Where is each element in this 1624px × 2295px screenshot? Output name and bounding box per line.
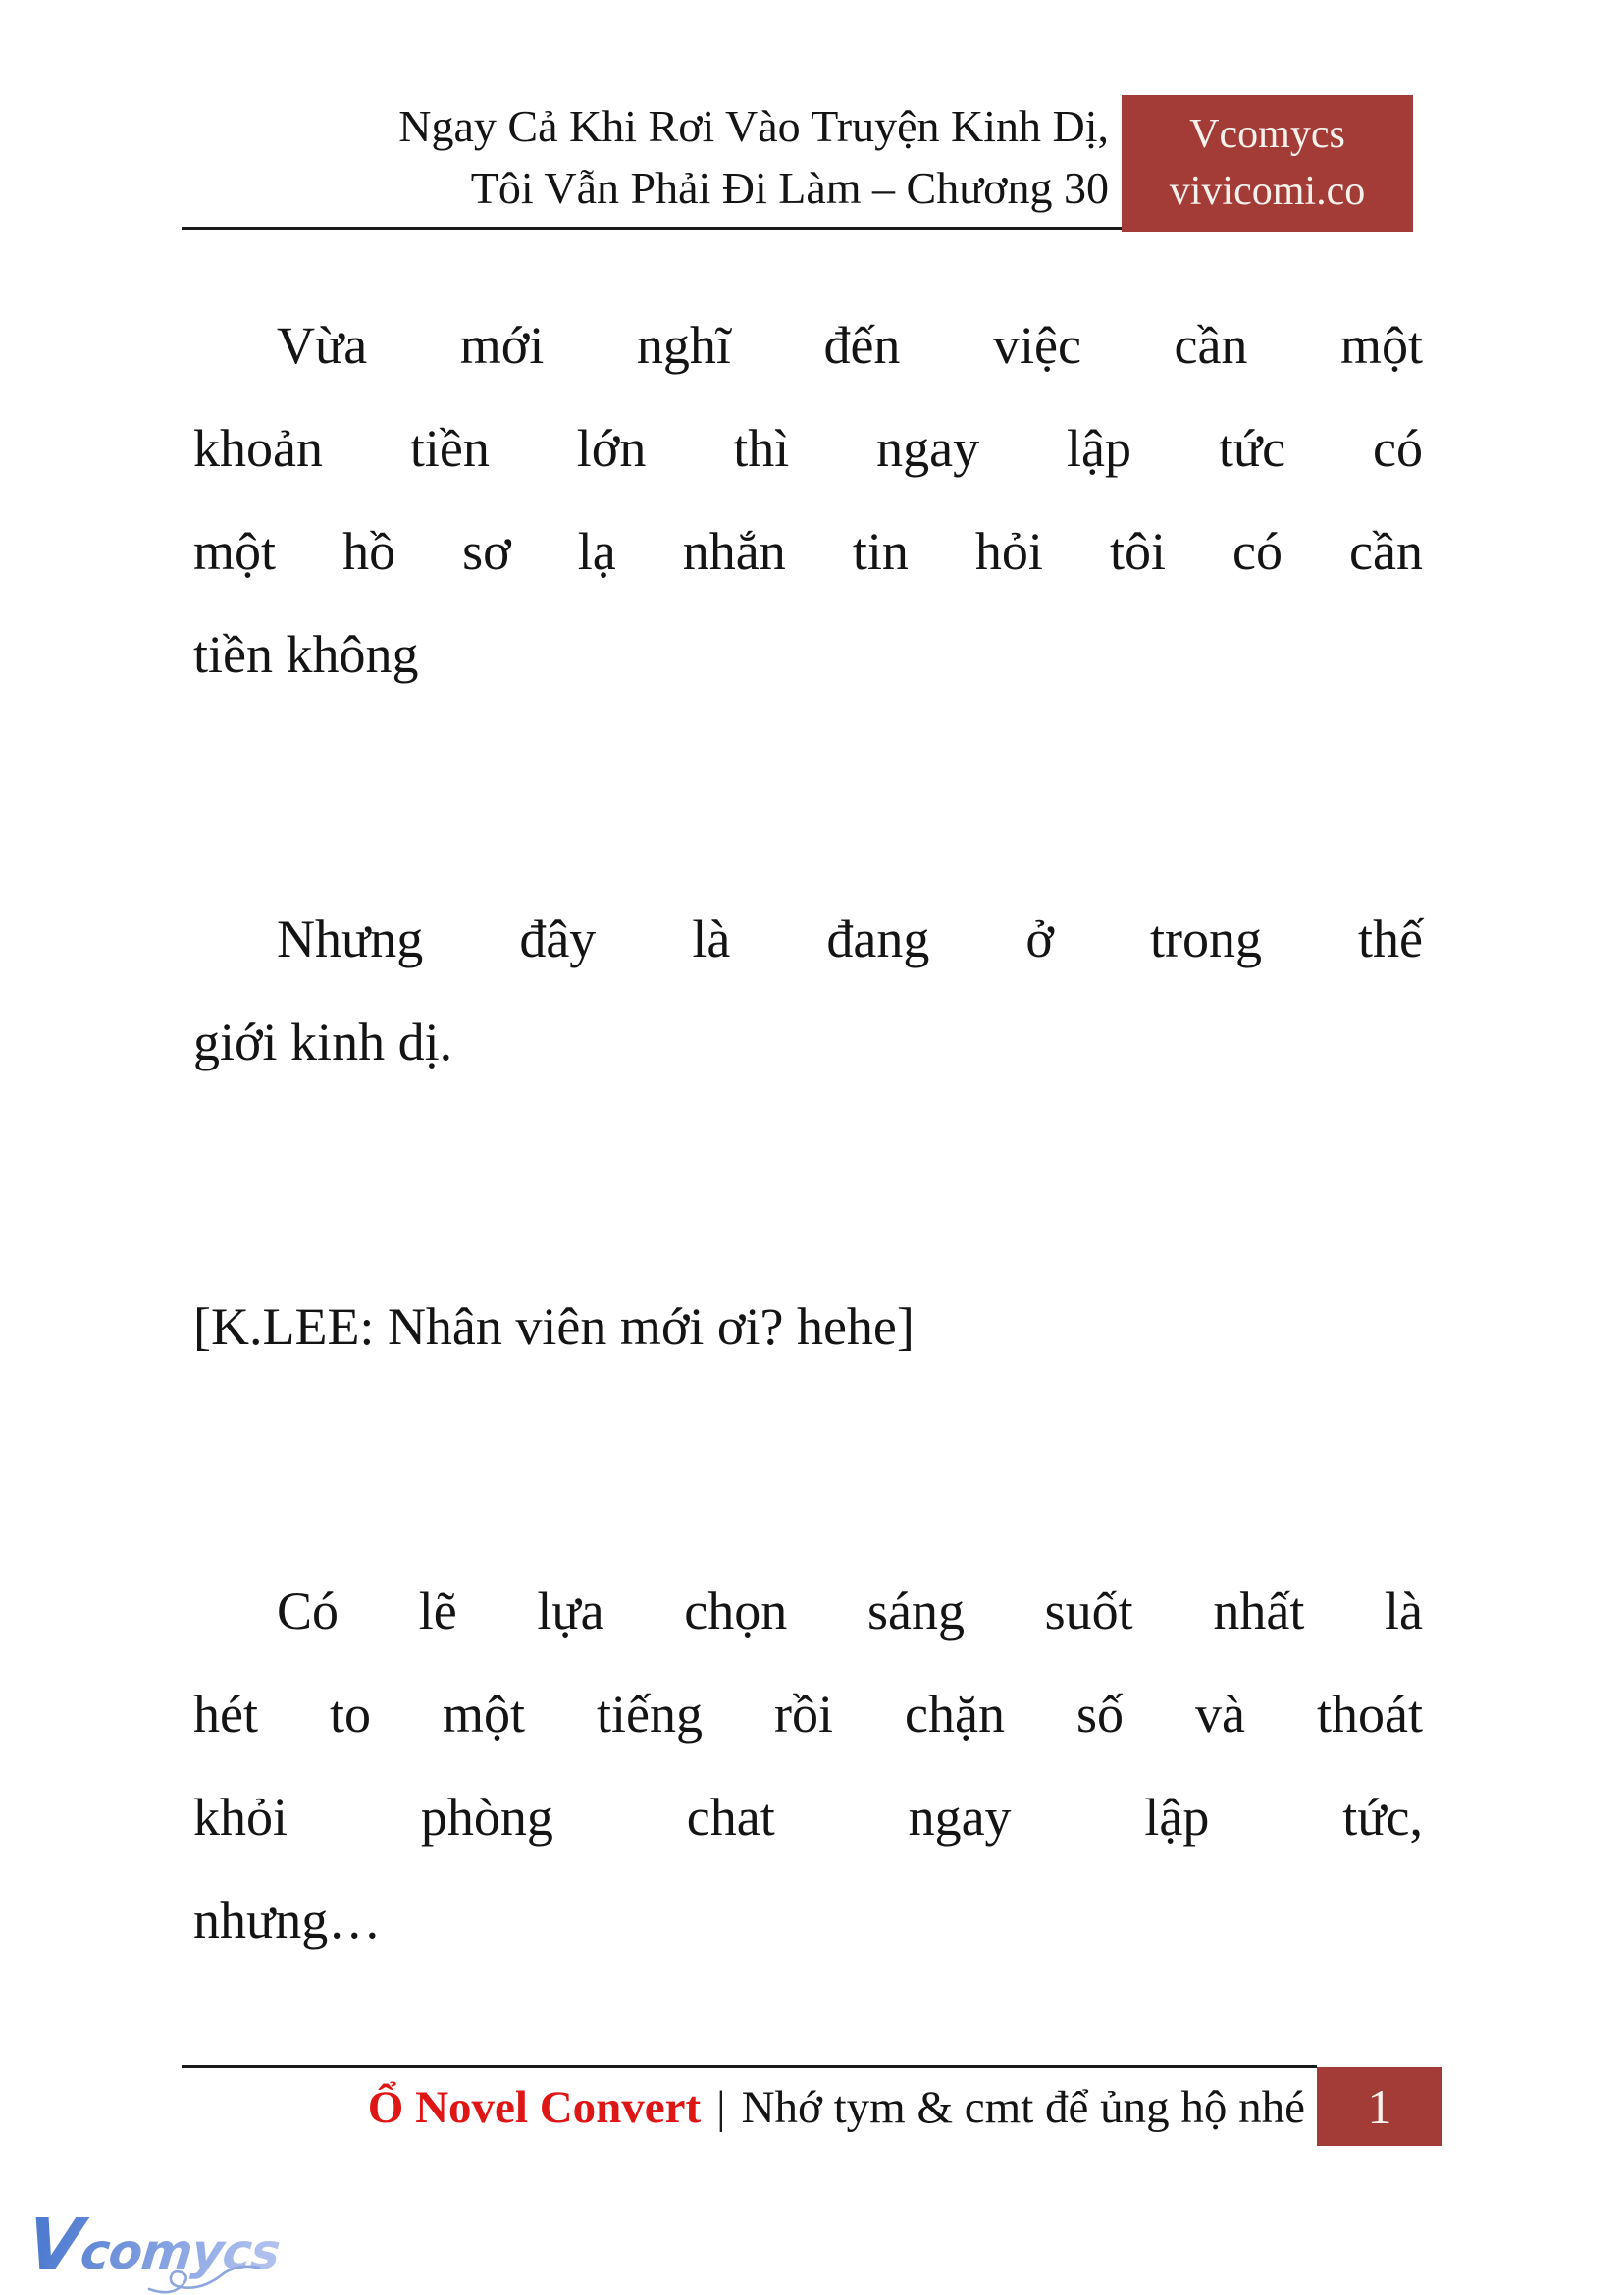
- footer-separator: |: [716, 2082, 726, 2133]
- page-number: 1: [1367, 2079, 1392, 2134]
- chapter-title-line-1: Ngay Cả Khi Rơi Vào Truyện Kinh Dị,: [398, 101, 1109, 151]
- footer-credit: [368, 2078, 1305, 2137]
- paragraph: [193, 294, 1423, 706]
- text-line: khoản tiền lớn thì ngay lập tức có: [193, 419, 1423, 478]
- footer-brand-name: Ổ Novel Convert: [367, 2082, 702, 2133]
- text-line: [K.LEE: Nhân viên mới ơi? hehe]: [193, 1297, 915, 1356]
- text-line: hét to một tiếng rồi chặn số và thoát: [193, 1685, 1423, 1744]
- brand-site: vivicomi.co: [1169, 169, 1366, 214]
- footer-divider: [182, 2065, 1317, 2068]
- text-line: Có lẽ lựa chọn sáng suốt nhất là: [277, 1582, 1423, 1641]
- text-line: khỏi phòng chat ngay lập tức,: [193, 1788, 1423, 1847]
- paragraph: [193, 888, 1423, 1094]
- flower-doodle-icon: [145, 2260, 263, 2295]
- text-line: Nhưng đây là đang ở trong thế: [277, 910, 1423, 968]
- header-brand-box: [1122, 95, 1413, 232]
- text-line: Vừa mới nghĩ đến việc cần một: [277, 316, 1423, 375]
- vcomycs-watermark-logo: Vcomycs: [24, 2204, 285, 2286]
- text-line: tiền không: [193, 625, 419, 684]
- chapter-title-line-2: Tôi Vẫn Phải Đi Làm – Chương 30: [470, 163, 1109, 213]
- header-divider: [182, 227, 1122, 230]
- brand-name: Vcomycs: [1189, 112, 1345, 157]
- text-line: nhưng…: [193, 1891, 382, 1950]
- text-line: một hồ sơ lạ nhắn tin hỏi tôi có cần: [193, 522, 1423, 581]
- text-line: giới kinh dị.: [193, 1013, 453, 1071]
- footer-message: Nhớ tym & cmt để ủng hộ nhé: [741, 2082, 1305, 2133]
- body-text: [193, 294, 1423, 1972]
- page-number-badge: [1317, 2067, 1442, 2146]
- chapter-title: [398, 95, 1109, 219]
- paragraph: [193, 1560, 1423, 1972]
- paragraph: [193, 1276, 1423, 1379]
